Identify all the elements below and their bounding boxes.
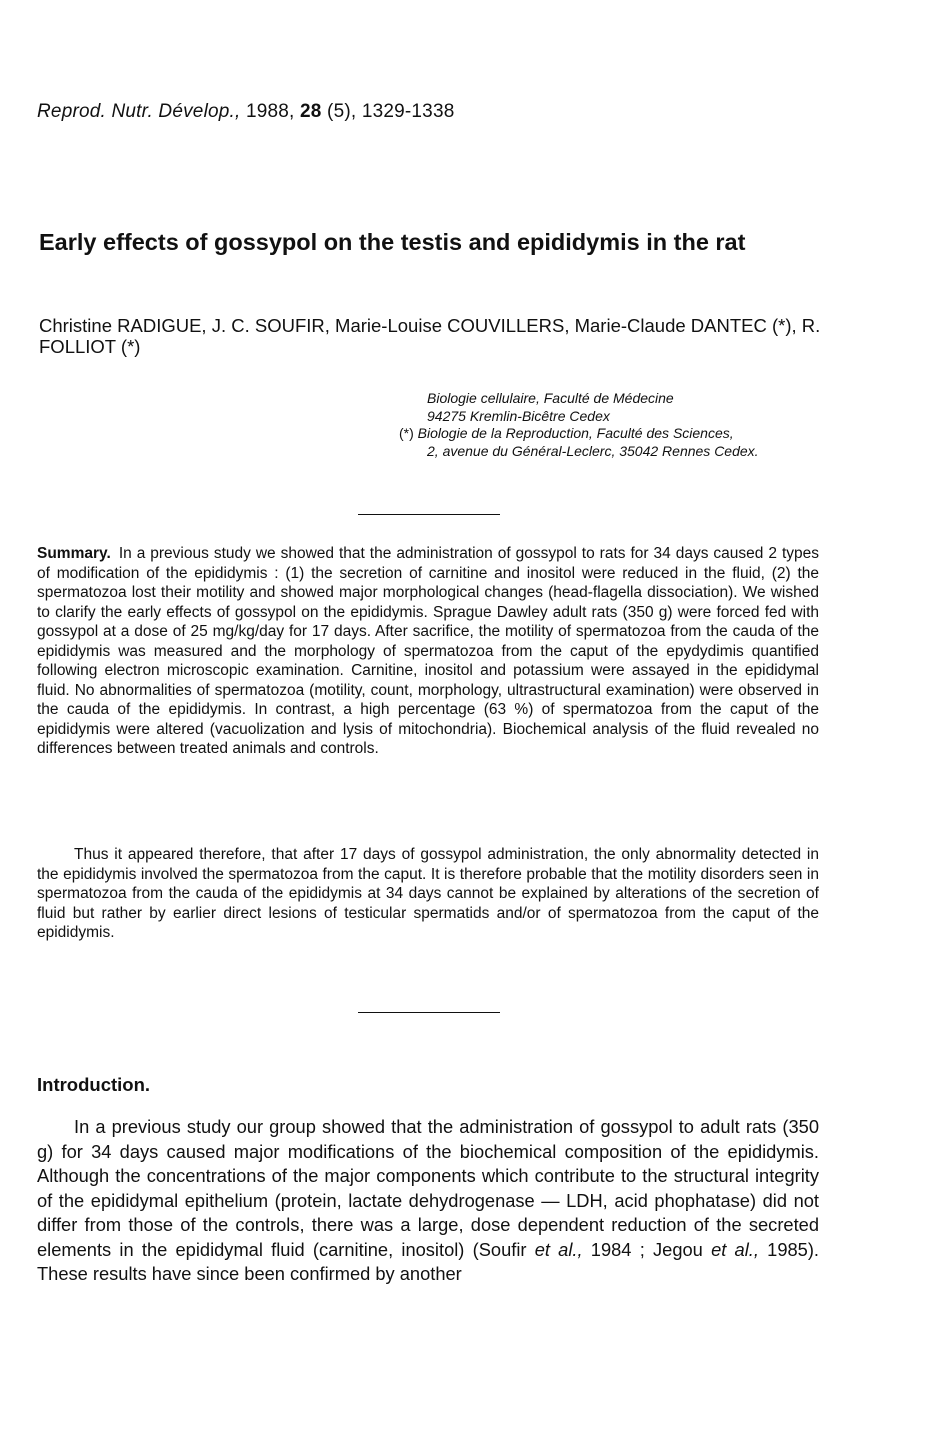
summary-label: Summary. (37, 545, 111, 562)
summary-paragraph-1 (37, 544, 819, 759)
affiliation-line-3-text: Biologie de la Reproduction, Faculté des Sciences, (417, 425, 734, 441)
journal-name: Reprod. Nutr. Dévelop., (37, 101, 241, 122)
affiliation-line-2: 94275 Kremlin-Bicêtre Cedex (427, 407, 610, 424)
summary-text-1: In a previous study we showed that the administration of gossypol to rats for 34 days caused 2 types of modification of the epididymis : (1) the secretion of carnitine and inositol were reduced in the fluid, (2) the spermatozoa lost their motility and showed major morphological changes (head-flagella dissociation). We wished to clarify the early effects of gossypol on the epididymis. Sprague Dawley adult rats (350 g) were forced fed with gossypol at a dose of 25 mg/kg/day for 17 days. After sacrifice, the motility of spermatozoa from the cauda of the epididymis was measured and the morphology of spermatozoa from the caput of the epydydimis quantified following electron microscopic examination. Carnitine, inositol and potassium were assayed in the epididymal fluid. No abnormalities of spermatozoa (motility, count, morphology, ultrastructural examination) were observed in the cauda of the epididymis. In contrast, a high percentage (63 %) of spermatozoa from the caput of the epididymis were altered (vacuolization and lysis of mitochondria). Biochemical analysis of the fluid revealed no differences between treated animals and controls. (37, 545, 819, 757)
separator-rule-top (358, 514, 500, 515)
affiliation-footnote-mark: (*) (399, 425, 418, 441)
article-title: Early effects of gossypol on the testis and epididymis in the rat (39, 229, 746, 255)
intro-etal-1: et al., (534, 1238, 583, 1260)
introduction-paragraph (37, 1115, 819, 1287)
summary-paragraph-2: Thus it appeared therefore, that after 17 days of gossypol administration, the only abnormality detected in the epididymis involved the spermatozoa from the caput. It is therefore probable that the motility disorders seen in spermatozoa from the cauda of the epididymis at 34 days cannot be explained by alterations of the secretion of fluid but rather by earlier direct lesions of testicular spermatids and/or of spermatozoa from the caput of the epididymis. (37, 846, 819, 941)
affiliation-line-3 (399, 425, 839, 443)
citation-year: 1988, (240, 101, 301, 122)
author-list: Christine RADIGUE, J. C. SOUFIR, Marie-Louise COUVILLERS, Marie-Claude DANTEC (*), R. FOLLIOT (*) (39, 315, 821, 357)
intro-etal-2: et al., (711, 1238, 759, 1260)
introduction-heading: Introduction. (37, 1074, 151, 1095)
intro-text-part-3: 1985). These results have since been confirmed by another (37, 1238, 820, 1284)
intro-text-part-2: 1984 ; Jegou (582, 1238, 712, 1260)
journal-citation (37, 101, 454, 123)
citation-issue-pages: (5), 1329-1338 (321, 101, 455, 122)
affiliation-line-1: Biologie cellulaire, Faculté de Médecine (427, 390, 674, 406)
separator-rule-bottom (358, 1012, 500, 1013)
affiliations-block (399, 390, 839, 460)
intro-text-part-1: In a previous study our group showed that the administration of gossypol to adult rats (350 g) for 34 days caused major modifications of the biochemical composition of the epididymis. Although the concentrations of the major components which contribute to the structural integrity of the epididymal epithelium (protein, lactate dehydrogenase — LDH, acid phophatase) did not differ from those of the controls, there was a large, dose dependent reduction of the secreted elements in the epididymal fluid (carnitine, inositol) (Soufir (37, 1116, 819, 1260)
affiliation-line-4: 2, avenue du Général-Leclerc, 35042 Rennes Cedex. (427, 442, 759, 459)
citation-volume: 28 (300, 101, 322, 122)
